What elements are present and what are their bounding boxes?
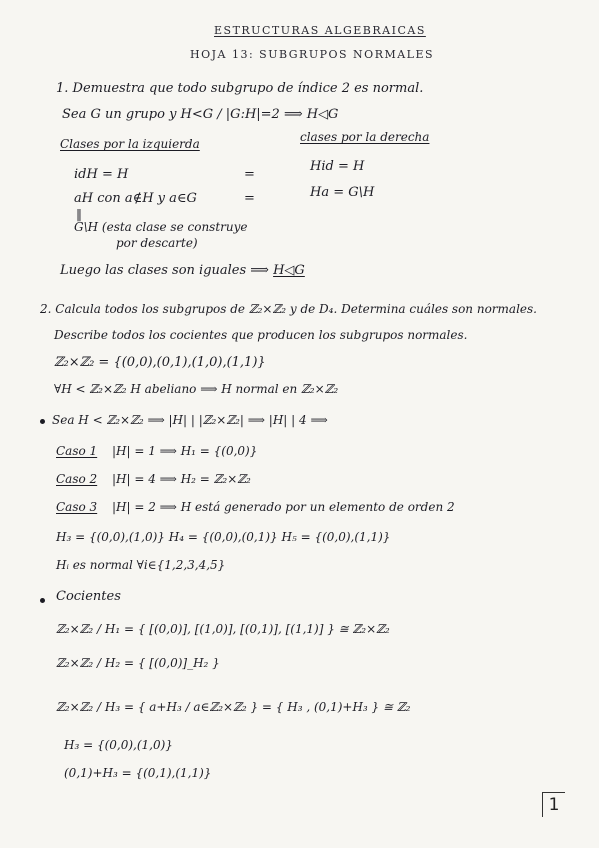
sheet-title: HOJA 13: SUBGRUPOS NORMALES [190, 48, 435, 61]
ex2-case3-text: |H| = 2 ⟹ H está generado por un elemento de orden 2 [112, 500, 455, 514]
ex2-coset: (0,1)+H₃ = {(0,1),(1,1)} [64, 766, 212, 780]
ex2-abelian: ∀H < ℤ₂×ℤ₂ H abeliano ⟹ H normal en ℤ₂×ℤ₂ [54, 382, 339, 396]
ex1-left-heading: Clases por la izquierda [60, 137, 200, 151]
ex2-statement: 2. Calcula todos los subgrupos de ℤ₂×ℤ₂ y de D₄. Determina cuáles son normales. [40, 302, 537, 316]
ex1-row2-left: aH con a∉H y a∈G [74, 191, 197, 206]
ex1-row1-eq: = [244, 167, 255, 182]
ex2-case2-label: Caso 2 [56, 472, 98, 486]
ex1-row3-mark: ‖ [76, 207, 82, 221]
ex2-case3-label: Caso 3 [56, 500, 98, 514]
ex1-row3-left2: por descarte) [116, 236, 198, 250]
ex2-quotient-2: ℤ₂×ℤ₂ / H₂ = { [(0,0)]_H₂ } [56, 656, 220, 670]
ex1-statement: 1. Demuestra que todo subgrupo de índice 2 es normal. [56, 81, 424, 96]
ex2-quotient-3: ℤ₂×ℤ₂ / H₃ = { a+H₃ / a∈ℤ₂×ℤ₂ } = { H₃ , (0,1)+H₃ } ≅ ℤ₂ [56, 700, 411, 714]
ex1-conclusion [60, 264, 305, 278]
ex1-conclusion-prefix: Luego las clases son iguales ⟹ [60, 263, 274, 278]
ex2-case1-label: Caso 1 [56, 444, 98, 458]
ex1-hypothesis: Sea G un grupo y H<G / |G:H|=2 ⟹ H◁G [62, 107, 339, 122]
page-number: 1 [542, 792, 565, 817]
ex1-row3-left: G\H (esta clase se construye [74, 220, 248, 234]
ex1-row1-left: idH = H [74, 167, 129, 182]
ex2-normal-note: Hᵢ es normal ∀i∈{1,2,3,4,5} [56, 558, 226, 572]
ex1-row2-right: Ha = G\H [310, 185, 375, 200]
ex1-right-heading: clases por la derecha [300, 130, 430, 144]
ex2-quotient-1: ℤ₂×ℤ₂ / H₁ = { [(0,0)], [(1,0)], [(0,1)], [(1,1)] } ≅ ℤ₂×ℤ₂ [56, 622, 390, 636]
ex1-conclusion-result: H◁G [273, 263, 305, 278]
course-title: ESTRUCTURAS ALGEBRAICAS [214, 24, 426, 37]
ex1-row1-right: Hid = H [310, 159, 365, 174]
ex2-group-def: ℤ₂×ℤ₂ = {(0,0),(0,1),(1,0),(1,1)} [54, 355, 266, 370]
ex2-quot-heading: Cocientes [56, 589, 121, 604]
ex2-case1-text: |H| = 1 ⟹ H₁ = {(0,0)} [112, 444, 258, 458]
ex2-lagrange: Sea H < ℤ₂×ℤ₂ ⟹ |H| | |ℤ₂×ℤ₂| ⟹ |H| | 4 ⟹ [52, 413, 328, 427]
ex2-subgroups: H₃ = {(0,0),(1,0)} H₄ = {(0,0),(0,1)} H₅ = {(0,0),(1,1)} [56, 530, 391, 544]
ex1-row2-eq: = [244, 191, 255, 206]
bullet-dot [40, 419, 45, 424]
ex2-case2-text: |H| = 4 ⟹ H₂ = ℤ₂×ℤ₂ [112, 472, 251, 486]
ex2-h3: H₃ = {(0,0),(1,0)} [64, 738, 173, 752]
bullet-dot [40, 598, 45, 603]
ex2-statement2: Describe todos los cocientes que producen los subgrupos normales. [54, 328, 468, 342]
